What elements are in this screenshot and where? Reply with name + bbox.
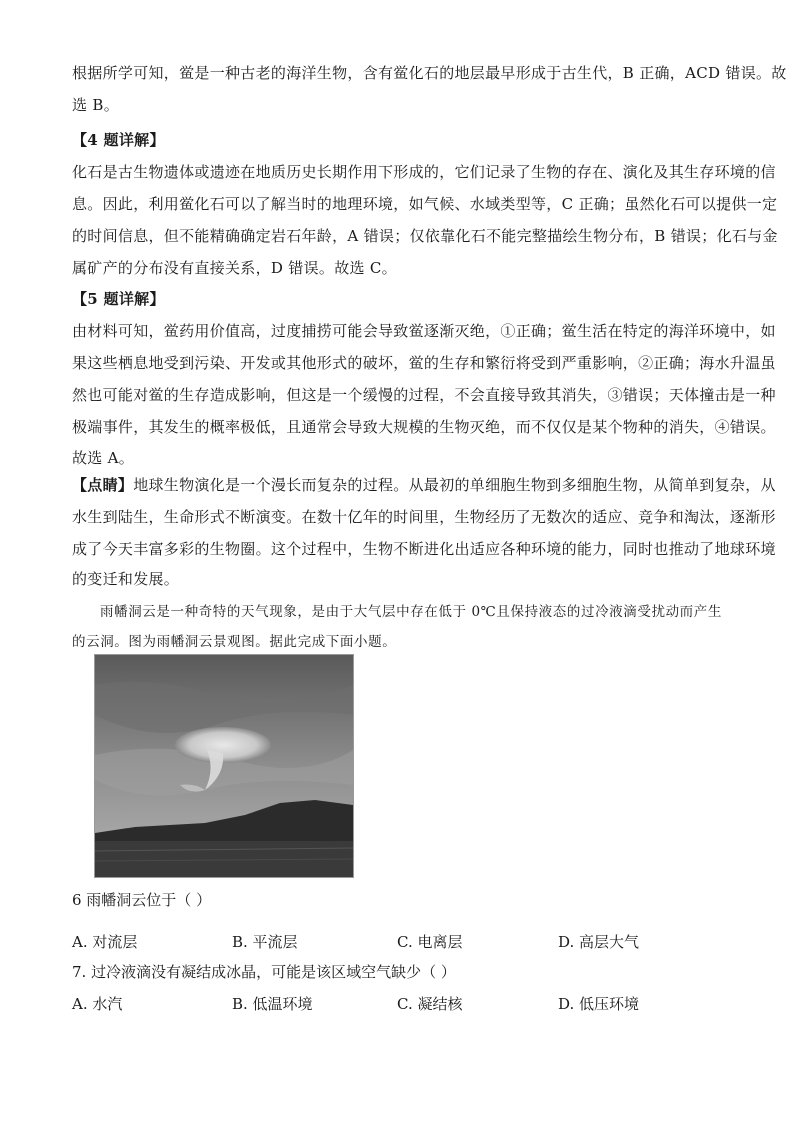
option-d[interactable]: D. 高层大气 xyxy=(558,933,640,951)
fallstreak-hole-cloud-photo xyxy=(94,654,354,878)
paragraph-line: 的变迁和发展。 xyxy=(72,570,180,588)
section-heading-5: 【5 题详解】 xyxy=(72,290,165,308)
paragraph-line: 由材料可知，鲎药用价值高，过度捕捞可能会导致鲎逐渐灭绝，①正确；鲎生活在特定的海洋环境中，如 xyxy=(72,322,776,340)
question-6-stem: 6 雨幡洞云位于（ ） xyxy=(72,891,212,909)
paragraph-line: 极端事件，其发生的概率极低，且通常会导致大规模的生物灭绝，而不仅仅是某个物种的消失，④错误。 xyxy=(72,418,776,436)
paragraph-line: 水生到陆生，生命形式不断演变。在数十亿年的时间里，生物经历了无数次的适应、竞争和淘汰，逐渐形 xyxy=(72,508,776,526)
material-line: 雨幡洞云是一种奇特的天气现象，是由于大气层中存在低于 0℃且保持液态的过冷液滴受扰动而产生 xyxy=(100,604,722,620)
paragraph-line: 属矿产的分布没有直接关系，D 错误。故选 C。 xyxy=(72,259,397,277)
paragraph-line: 故选 A。 xyxy=(72,449,135,467)
option-c[interactable]: C. 凝结核 xyxy=(397,995,463,1013)
highlight-text: 地球生物演化是一个漫长而复杂的过程。从最初的单细胞生物到多细胞生物，从简单到复杂，从 xyxy=(133,476,776,494)
material-line: 的云洞。图为雨幡洞云景观图。据此完成下面小题。 xyxy=(72,634,397,650)
paragraph-line: 化石是古生物遗体或遗迹在地质历史长期作用下形成的，它们记录了生物的存在、演化及其生存环境的信 xyxy=(72,163,776,181)
highlight-heading: 【点睛】 xyxy=(72,476,134,494)
question-7-stem: 7. 过冷液滴没有凝结成冰晶，可能是该区域空气缺少（ ） xyxy=(72,963,456,981)
paragraph-line: 的时间信息，但不能精确确定岩石年龄，A 错误；仅依靠化石不能完整描绘生物分布，B 错误；化石与金 xyxy=(72,227,778,245)
paragraph-line: 然也可能对鲎的生存造成影响，但这是一个缓慢的过程，不会直接导致其消失，③错误；天体撞击是一种 xyxy=(72,386,776,404)
option-d[interactable]: D. 低压环境 xyxy=(558,995,640,1013)
highlight-paragraph-line xyxy=(72,474,776,495)
paragraph-line: 果这些栖息地受到污染、开发或其他形式的破坏，鲎的生存和繁衍将受到严重影响，②正确；海水升温虽 xyxy=(72,354,776,372)
option-a[interactable]: A. 水汽 xyxy=(72,995,123,1013)
option-b[interactable]: B. 平流层 xyxy=(232,933,298,951)
option-a[interactable]: A. 对流层 xyxy=(72,933,138,951)
section-heading-4: 【4 题详解】 xyxy=(72,131,165,149)
paragraph-line: 选 B。 xyxy=(72,96,119,114)
paragraph-line: 息。因此，利用鲎化石可以了解当时的地理环境，如气候、水域类型等，C 正确；虽然化石可以提供一定 xyxy=(72,195,778,213)
cloud-landscape-image xyxy=(95,655,353,877)
paragraph-line: 成了今天丰富多彩的生物圈。这个过程中，生物不断进化出适应各种环境的能力，同时也推动了地球环境 xyxy=(72,540,776,558)
option-b[interactable]: B. 低温环境 xyxy=(232,995,313,1013)
paragraph-line: 根据所学可知，鲎是一种古老的海洋生物，含有鲎化石的地层最早形成于古生代，B 正确，ACD 错误。故 xyxy=(72,64,787,82)
option-c[interactable]: C. 电离层 xyxy=(397,933,463,951)
